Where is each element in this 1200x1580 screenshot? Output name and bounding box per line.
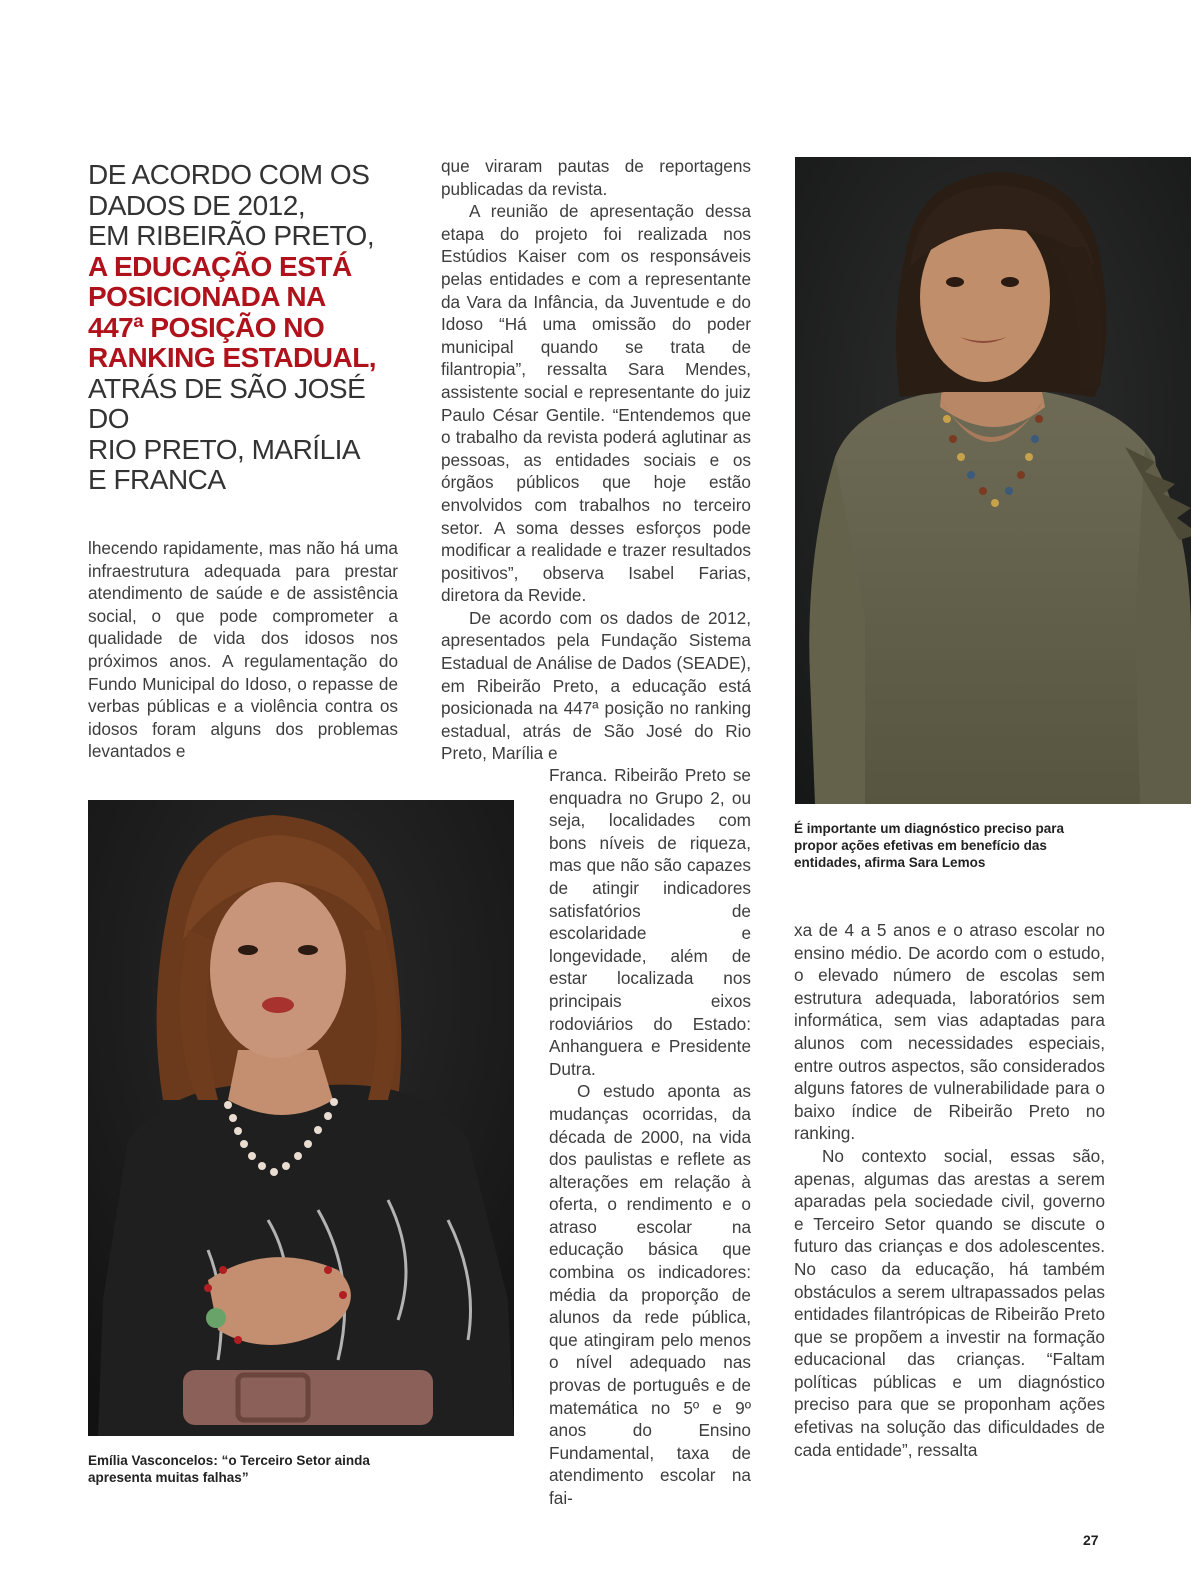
photo-sara (795, 157, 1191, 804)
photo-caption: Emília Vasconcelos: “o Terceiro Setor ainda apresenta muitas falhas” (88, 1453, 370, 1485)
article-column-right (794, 919, 1105, 1461)
article-column-left (88, 537, 398, 763)
article-paragraph: lhecendo rapidamente, mas não há uma infraestrutura adequada para prestar atendimento de saúde e de assistência social, o que pode comprometer a qualidade de vida dos idosos nos próximos anos. A regulamentação do Fundo Municipal do Idoso, o repasse de verbas públicas e a violência contra os idosos foram alguns dos problemas levantados e (88, 538, 398, 762)
pull-quote-highlight-line: POSICIONADA NA (88, 281, 326, 312)
article-column-middle (441, 155, 751, 765)
pull-quote-line: EM RIBEIRÃO PRETO, (88, 220, 375, 251)
article-paragraph: De acordo com os dados de 2012, apresentados pela Fundação Sistema Estadual de Análise de Dados (SEADE), em Ribeirão Preto, a educação está posicionada na 447ª posição no ranking estadual, atrás de São José do Rio Preto, Marília e (441, 607, 751, 764)
pull-quote (88, 160, 408, 496)
photo-caption: É importante um diagnóstico preciso para propor ações efetivas em benefício das entidades, afirma Sara Lemos (794, 821, 1065, 870)
pull-quote-line: RIO PRETO, MARÍLIA (88, 433, 361, 465)
pull-quote-line: DADOS DE 2012, (88, 189, 306, 221)
article-paragraph: No contexto social, essas são, apenas, algumas das arestas a serem aparadas pela sociedade civil, governo e Terceiro Setor quando se discute o futuro das crianças e dos adolescentes. No caso da educação, há também obstáculos a serem ultrapassados pelas entidades filantrópicas de Ribeirão Preto que se propõem a investir na formação educacional das crianças. “Faltam políticas públicas e um diagnóstico preciso para que se proponham ações efetivas na solução das dificuldades de cada entidade”, ressalta (794, 1145, 1105, 1460)
article-paragraph: O estudo aponta as mudanças ocorridas, da década de 2000, na vida dos paulistas e reflete as alterações em relação à oferta, o rendimento e o atraso escolar na educação básica que combina os indicadores: média da proporção de alunos da rede pública, que atingiram pelo menos o nível adequado nas provas de português e de matemática no 5º e 9º anos do Ensino Fundamental, taxa de atendimento escolar na fai- (549, 1081, 751, 1508)
pull-quote-line: ATRÁS DE SÃO JOSÉ DO (88, 372, 366, 434)
article-paragraph: A reunião de apresentação dessa etapa do projeto foi realizada nos Estúdios Kaiser com os responsáveis pelas entidades e com a representante da Vara da Infância, da Juventude e do Idoso “Há uma omissão do poder municipal quando se trata de filantropia”, ressalta Sara Mendes, assistente social e representante do juiz Paulo César Gentile. “Entendemos que o trabalho da revista poderá aglutinar as pessoas, as entidades sociais e os órgãos públicos que hoje estão envolvidos com trabalhos no terceiro setor. A soma desses esforços pode modificar a realidade e trazer resultados positivos”, observa Isabel Farias, diretora da Revide. (441, 201, 751, 606)
portrait-illustration (88, 800, 514, 1436)
pull-quote-highlight-line: A EDUCAÇÃO ESTÁ (88, 250, 352, 282)
article-paragraph: que viraram pautas de reportagens publicadas da revista. (441, 156, 751, 199)
article-paragraph: Franca. Ribeirão Preto se enquadra no Grupo 2, ou seja, localidades com bons níveis de riqueza, mas que não são capazes de atingir indicadores satisfatórios de escolaridade e longevidade, além de estar localizada nos principais eixos rodoviários do Estado: Anhanguera e Presidente Dutra. (549, 765, 751, 1079)
pull-quote-line: DE ACORDO COM OS (88, 159, 370, 190)
pull-quote-line: E FRANCA (88, 464, 226, 495)
page-number: 27 (1083, 1532, 1099, 1548)
article-paragraph: xa de 4 a 5 anos e o atraso escolar no ensino médio. De acordo com o estudo, o elevado número de escolas sem estrutura adequada, laboratórios sem informática, sem vias adaptadas para alunos com necessidades especiais, entre outros aspectos, são considerados alguns fatores de vulnerabilidade para o baixo índice de Ribeirão Preto no ranking. (794, 920, 1105, 1144)
pull-quote-highlight-line: RANKING ESTADUAL, (88, 342, 377, 373)
article-column-middle-narrow (549, 764, 751, 1510)
photo-emilia (88, 800, 514, 1436)
pull-quote-highlight-line: 447ª POSIÇÃO NO (88, 311, 325, 343)
portrait-illustration (795, 157, 1191, 804)
